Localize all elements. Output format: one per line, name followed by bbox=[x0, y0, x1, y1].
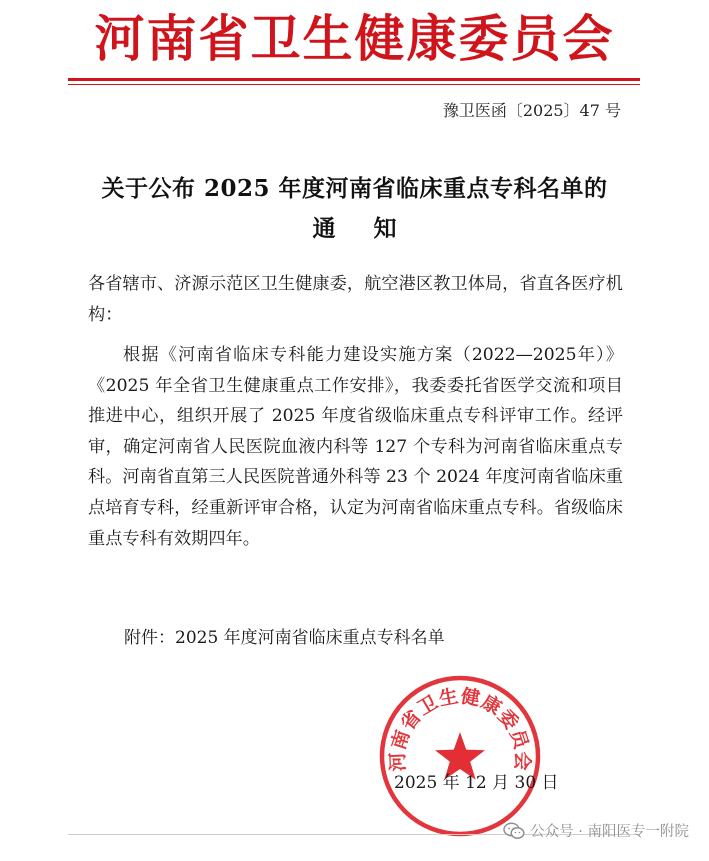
notice-body: 根据《河南省临床专科能力建设实施方案（2022—2025年）》《2025 年全省卫生健康重点工作安排》，我委委托省医学交流和项目推进中心，组织开展了 2025 年度省级临床重点专科评审工作。经评审，确定河南省人民医院血液内科等 127 个专科为河南省临床重点专科。河南省直第三人民医院普通外科等 23 个 2024 年度河南省临床重点培育专科，经重新评审合格，认定为河南省临床重点专科。省级临床重点专科有效期四年。 bbox=[88, 345, 623, 549]
attachment-line: 附件：2025 年度河南省临床重点专科名单 bbox=[124, 628, 445, 648]
notice-title-line2: 通知 bbox=[312, 215, 435, 242]
letterhead-rule-thick bbox=[68, 78, 640, 81]
wechat-icon bbox=[503, 822, 525, 840]
notice-title-line1: 关于公布 2025 年度河南省临床重点专科名单的 bbox=[101, 175, 608, 202]
watermark-text: 公众号 · 南阳医专一附院 bbox=[530, 824, 689, 840]
letterhead-title: 河南省卫生健康委员会 bbox=[94, 9, 615, 68]
document-number: 豫卫医函〔2025〕47 号 bbox=[442, 101, 621, 120]
addressee: 各省辖市、济源示范区卫生健康委，航空港区教卫体局，省直各医疗机构： bbox=[88, 274, 623, 325]
watermark bbox=[503, 820, 689, 841]
letterhead-rule-thin bbox=[68, 84, 640, 85]
issue-date: 2025 年 12 月 30 日 bbox=[394, 773, 559, 793]
official-seal bbox=[376, 672, 544, 840]
seal-text: 河南省卫生健康委员会 bbox=[386, 685, 534, 772]
